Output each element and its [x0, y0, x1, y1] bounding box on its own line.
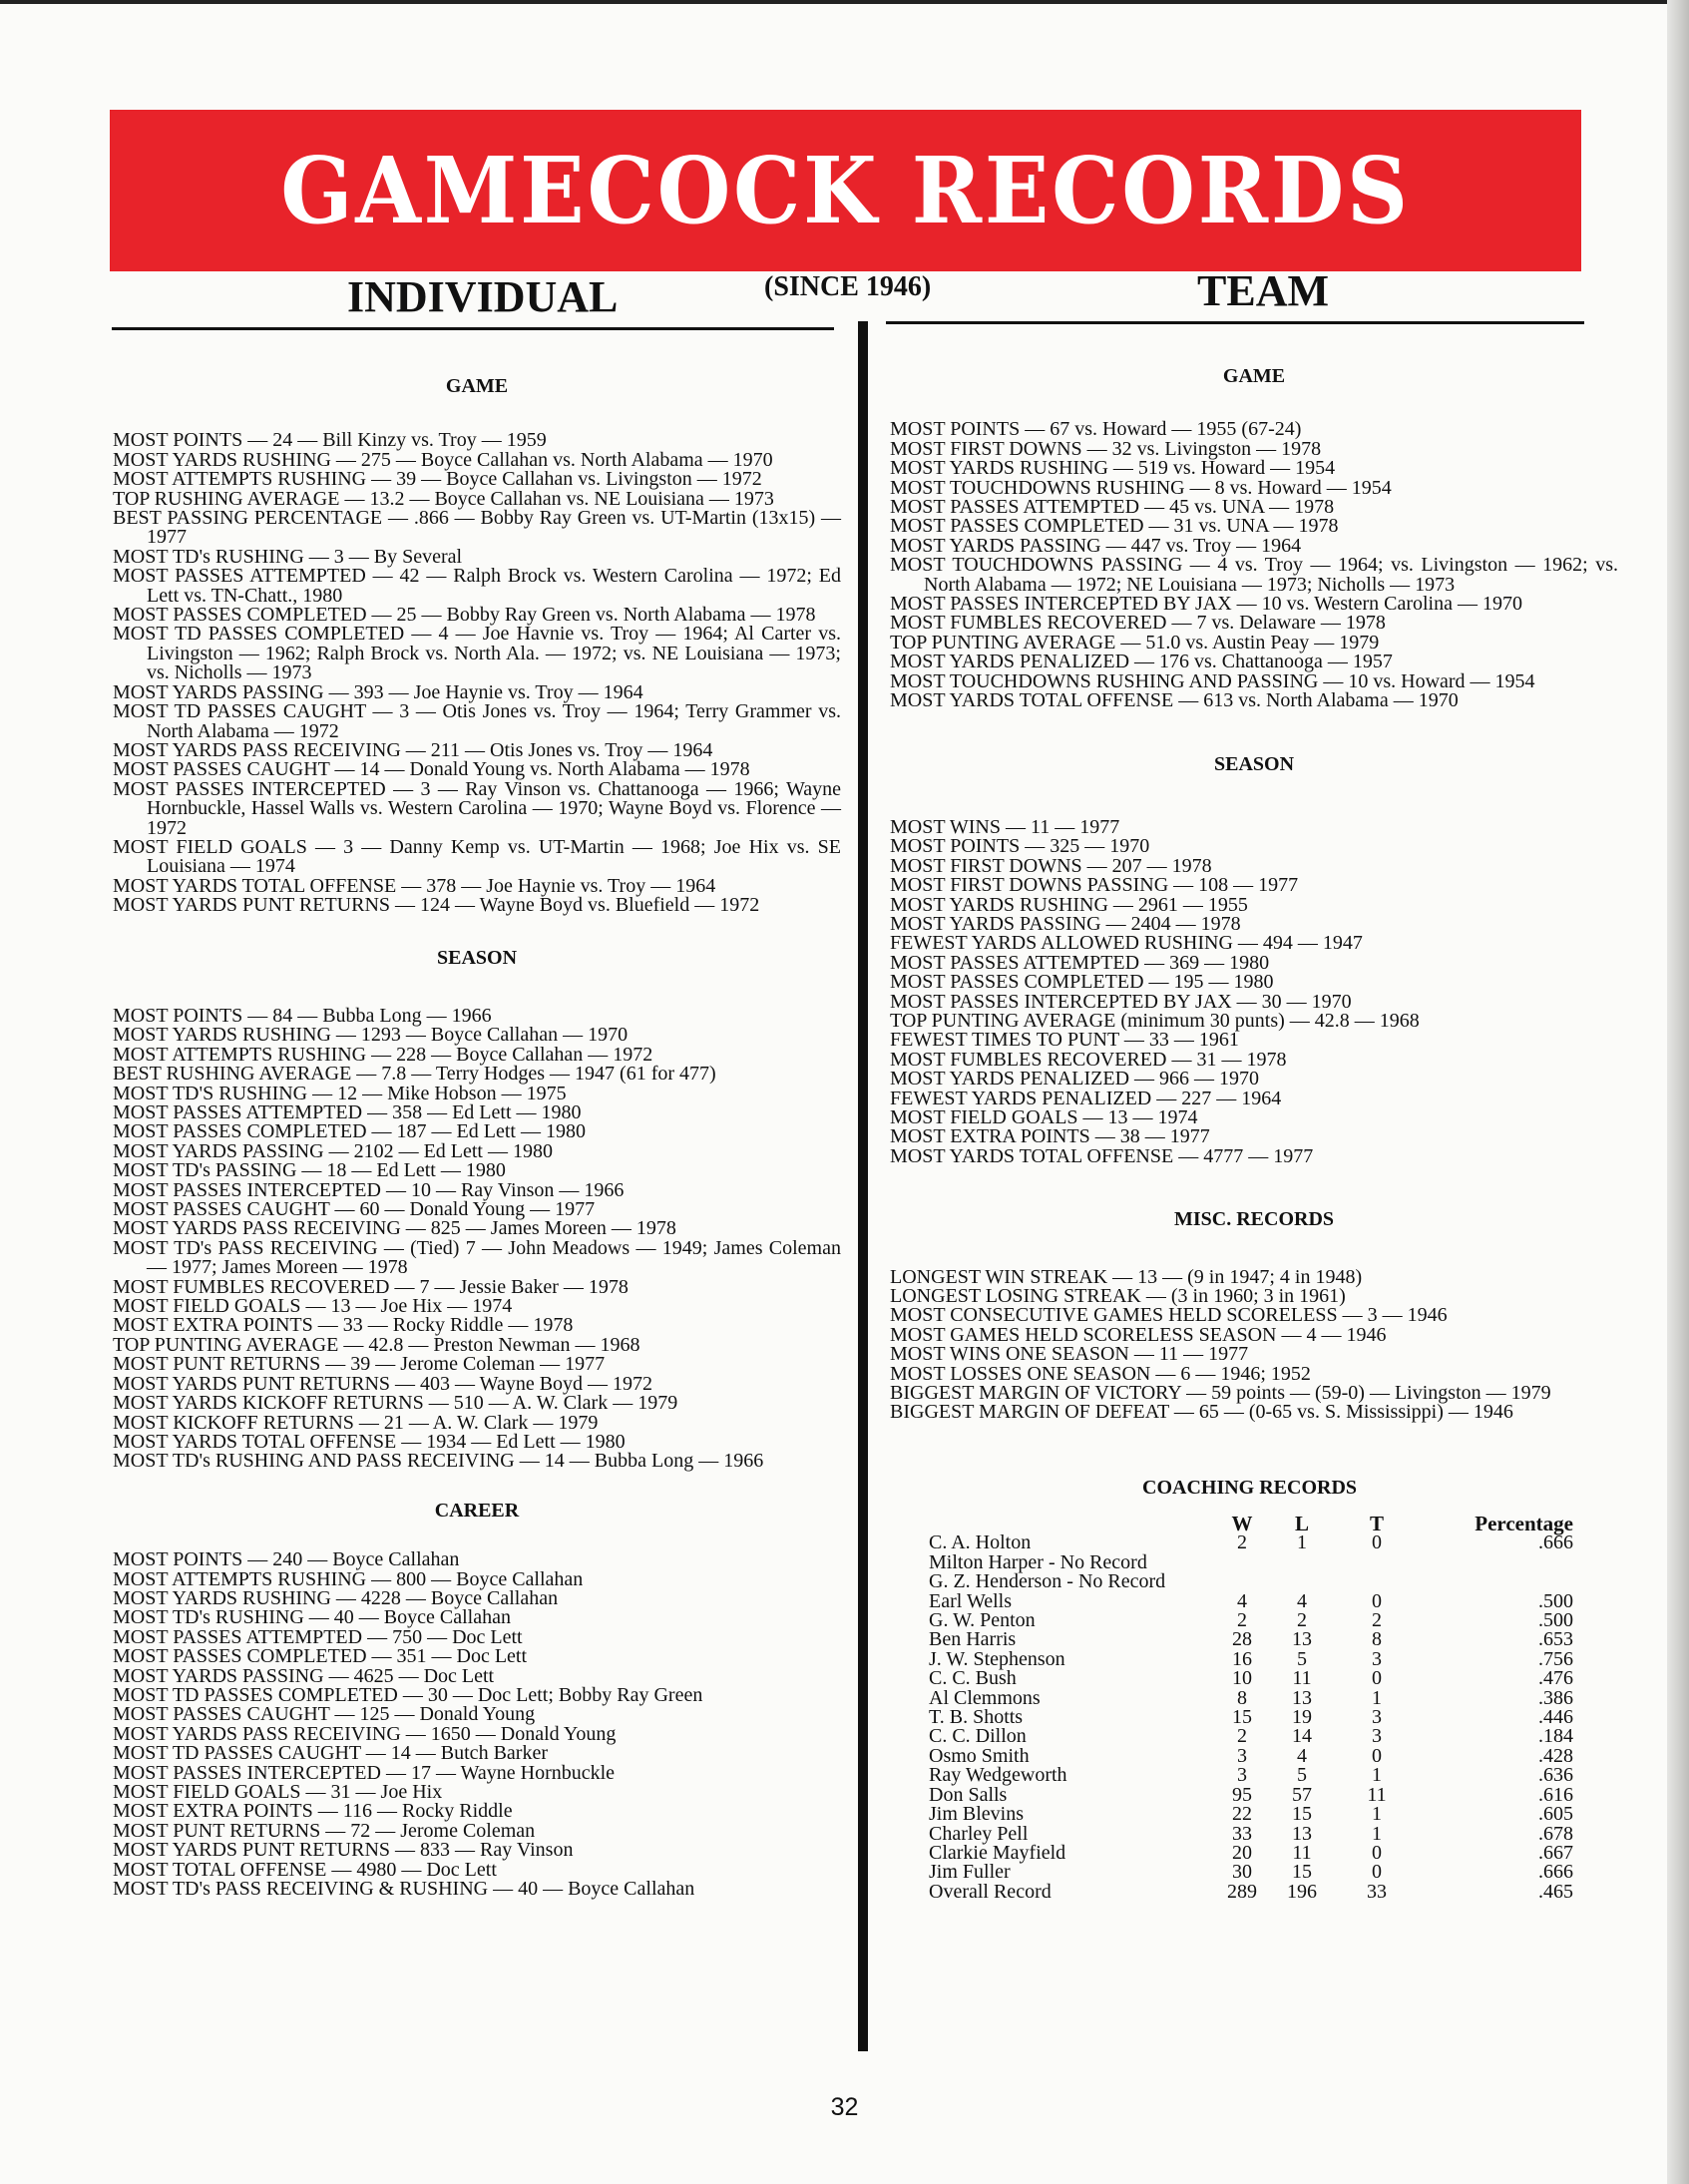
record-item: MOST YARDS PASS RECEIVING — 211 — Otis Jones vs. Troy — 1964	[113, 738, 713, 761]
coach-name: G. Z. Henderson - No Record	[929, 1570, 1166, 1593]
team-misc-records	[890, 1265, 1618, 1424]
individual-career-records	[113, 1550, 841, 1899]
coach-ties: 3	[1372, 1706, 1382, 1729]
record-item: MOST PASSES INTERCEPTED — 17 — Wayne Hornbuckle	[113, 1761, 616, 1784]
page-title: GAMECOCK RECORDS	[280, 137, 1411, 244]
coach-losses: 2	[1297, 1609, 1307, 1632]
record-item: BIGGEST MARGIN OF DEFEAT — 65 — (0-65 vs. S. Mississippi) — 1946	[890, 1401, 1513, 1424]
coach-ties: 8	[1372, 1628, 1382, 1651]
coach-name: Ray Wedgeworth	[929, 1764, 1067, 1787]
record-item: MOST WINS — 11 — 1977	[890, 815, 1120, 838]
record-item: MOST TD's PASS RECEIVING — (Tied) 7 — John Meadows — 1949; James Coleman — 1977; James Moreen — 1978	[113, 1236, 841, 1279]
record-item: MOST TD's RUSHING AND PASS RECEIVING — 14 — Bubba Long — 1966	[113, 1450, 764, 1473]
record-item: MOST YARDS RUSHING — 4228 — Boyce Callahan	[113, 1586, 559, 1609]
individual-game-records	[113, 431, 841, 915]
record-item: MOST TOTAL OFFENSE — 4980 — Doc Lett	[113, 1858, 497, 1881]
coach-ties	[1338, 1572, 1416, 1591]
coach-percentage: .678	[1538, 1822, 1573, 1845]
record-item: MOST PASSES INTERCEPTED BY JAX — 10 vs. Western Carolina — 1970	[890, 593, 1522, 616]
team-season-heading: SEASON	[1213, 752, 1295, 775]
record-item: TOP RUSHING AVERAGE — 13.2 — Boyce Callahan vs. NE Louisiana — 1973	[113, 487, 774, 510]
record-item: MOST YARDS TOTAL OFFENSE — 613 vs. North Alabama — 1970	[890, 689, 1459, 712]
record-item: MOST YARDS RUSHING — 275 — Boyce Callahan vs. North Alabama — 1970	[113, 448, 773, 471]
record-item: MOST PASSES COMPLETED — 187 — Ed Lett — 1980	[113, 1120, 586, 1143]
coaching-row	[929, 1883, 1573, 1902]
coach-losses: 13	[1292, 1686, 1312, 1709]
record-item: MOST FUMBLES RECOVERED — 31 — 1978	[890, 1048, 1287, 1071]
record-item: MOST POINTS — 84 — Bubba Long — 1966	[113, 1004, 492, 1027]
coach-percentage: .446	[1538, 1706, 1573, 1729]
coach-name: C. C. Dillon	[929, 1725, 1027, 1748]
coach-losses: 4	[1297, 1744, 1307, 1767]
coach-losses: 5	[1297, 1764, 1307, 1787]
coach-ties: 3	[1372, 1725, 1382, 1748]
coach-name: Al Clemmons	[929, 1686, 1041, 1709]
coach-name: Clarkie Mayfield	[929, 1841, 1066, 1864]
coach-ties: 0	[1372, 1531, 1382, 1554]
coach-name: J. W. Stephenson	[929, 1647, 1065, 1670]
wins-header: W	[1231, 1512, 1253, 1535]
coach-percentage	[1416, 1553, 1573, 1572]
coach-ties: 0	[1372, 1589, 1382, 1612]
coach-ties: 2	[1372, 1609, 1382, 1632]
record-item: MOST YARDS PASSING — 447 vs. Troy — 1964	[890, 534, 1302, 557]
record-item: MOST PASSES CAUGHT — 14 — Donald Young vs. North Alabama — 1978	[113, 758, 750, 781]
coaching-rows	[929, 1533, 1573, 1902]
coach-ties: 1	[1372, 1764, 1382, 1787]
coaching-row	[929, 1766, 1573, 1785]
coach-percentage: .616	[1538, 1783, 1573, 1806]
coach-losses: 5	[1297, 1647, 1307, 1670]
coach-ties	[1338, 1553, 1416, 1572]
coach-losses: 15	[1292, 1861, 1312, 1884]
record-item: MOST PASSES ATTEMPTED — 358 — Ed Lett — 1980	[113, 1101, 582, 1123]
record-item: TOP PUNTING AVERAGE — 51.0 vs. Austin Peay — 1979	[890, 631, 1380, 654]
record-item: MOST YARDS PUNT RETURNS — 403 — Wayne Boyd — 1972	[113, 1372, 653, 1395]
record-item: MOST PASSES CAUGHT — 125 — Donald Young	[113, 1703, 536, 1726]
record-item: MOST PASSES INTERCEPTED — 10 — Ray Vinson — 1966	[113, 1178, 625, 1201]
coaching-row	[929, 1727, 1573, 1746]
record-item: MOST FIRST DOWNS PASSING — 108 — 1977	[890, 874, 1299, 897]
team-column	[890, 367, 1618, 1423]
record-item: MOST ATTEMPTS RUSHING — 228 — Boyce Callahan — 1972	[113, 1043, 653, 1066]
record-item: MOST FIRST DOWNS — 32 vs. Livingston — 1978	[890, 437, 1322, 460]
coach-percentage: .184	[1538, 1725, 1573, 1748]
coach-percentage: .500	[1538, 1589, 1573, 1612]
coach-ties: 0	[1372, 1667, 1382, 1690]
record-item: MOST YARDS PASS RECEIVING — 1650 — Donald Young	[113, 1722, 617, 1745]
record-item: MOST TOUCHDOWNS RUSHING — 8 vs. Howard — 1954	[890, 476, 1392, 499]
record-item: MOST POINTS — 24 — Bill Kinzy vs. Troy — 1959	[113, 429, 547, 452]
record-item: MOST YARDS PASSING — 2404 — 1978	[890, 912, 1241, 935]
record-item: MOST POINTS — 240 — Boyce Callahan	[113, 1548, 460, 1571]
coach-name: C. C. Bush	[929, 1667, 1017, 1690]
coach-name: Jim Blevins	[929, 1803, 1025, 1826]
coach-wins: 2	[1237, 1725, 1247, 1748]
coach-wins: 95	[1232, 1783, 1252, 1806]
coaching-row	[929, 1630, 1573, 1649]
record-item: LONGEST WIN STREAK — 13 — (9 in 1947; 4 in 1948)	[890, 1265, 1363, 1288]
record-item: MOST FIELD GOALS — 3 — Danny Kemp vs. UT-Martin — 1968; Joe Hix vs. SE Louisiana — 1974	[113, 835, 841, 878]
record-item: MOST YARDS KICKOFF RETURNS — 510 — A. W. Clark — 1979	[113, 1392, 678, 1415]
individual-column	[113, 377, 841, 1899]
coach-losses: 13	[1292, 1822, 1312, 1845]
coach-name: Ben Harris	[929, 1628, 1017, 1651]
record-item: MOST YARDS PUNT RETURNS — 124 — Wayne Boyd vs. Bluefield — 1972	[113, 894, 760, 917]
coach-wins: 3	[1237, 1744, 1247, 1767]
coaching-row	[929, 1863, 1573, 1882]
coach-wins: 289	[1227, 1880, 1257, 1903]
record-item: MOST WINS ONE SEASON — 11 — 1977	[890, 1343, 1249, 1366]
team-season-records	[890, 815, 1618, 1167]
coaching-row	[929, 1825, 1573, 1844]
record-item: MOST TD's RUSHING — 40 — Boyce Callahan	[113, 1606, 511, 1629]
coach-percentage: .756	[1538, 1647, 1573, 1670]
team-rule	[886, 321, 1584, 324]
record-item: TOP PUNTING AVERAGE (minimum 30 punts) — 42.8 — 1968	[890, 1009, 1420, 1032]
record-item: MOST YARDS TOTAL OFFENSE — 378 — Joe Haynie vs. Troy — 1964	[113, 874, 716, 897]
coach-losses	[1266, 1572, 1338, 1591]
coach-percentage: .666	[1538, 1531, 1573, 1554]
record-item: MOST PASSES ATTEMPTED — 750 — Doc Lett	[113, 1625, 523, 1648]
record-item: MOST PASSES ATTEMPTED — 45 vs. UNA — 1978	[890, 496, 1335, 519]
coach-losses: 13	[1292, 1628, 1312, 1651]
column-divider	[858, 321, 868, 2051]
record-item: MOST FIRST DOWNS — 207 — 1978	[890, 854, 1212, 877]
coach-ties: 1	[1372, 1686, 1382, 1709]
coach-percentage: .428	[1538, 1744, 1573, 1767]
coach-losses: 11	[1292, 1841, 1312, 1864]
coach-wins	[1218, 1553, 1266, 1572]
coach-percentage: .666	[1538, 1861, 1573, 1884]
record-item: MOST YARDS PUNT RETURNS — 833 — Ray Vinson	[113, 1839, 574, 1862]
record-item: MOST LOSSES ONE SEASON — 6 — 1946; 1952	[890, 1362, 1311, 1385]
coach-losses: 1	[1297, 1531, 1307, 1554]
record-item: MOST TD's PASSING — 18 — Ed Lett — 1980	[113, 1159, 506, 1182]
record-item: MOST YARDS PASSING — 2102 — Ed Lett — 1980	[113, 1139, 553, 1162]
coach-losses: 19	[1292, 1706, 1312, 1729]
coach-ties: 11	[1367, 1783, 1387, 1806]
coach-percentage	[1416, 1572, 1573, 1591]
record-item: FEWEST YARDS ALLOWED RUSHING — 494 — 1947	[890, 932, 1363, 955]
coach-losses: 15	[1292, 1803, 1312, 1826]
record-item: BEST PASSING PERCENTAGE — .866 — Bobby Ray Green vs. UT-Martin (13x15) — 1977	[113, 507, 841, 549]
coaching-row	[929, 1669, 1573, 1688]
coach-losses: 11	[1292, 1667, 1312, 1690]
record-item: MOST GAMES HELD SCORELESS SEASON — 4 — 1946	[890, 1323, 1387, 1346]
record-item: MOST EXTRA POINTS — 38 — 1977	[890, 1125, 1210, 1148]
record-item: MOST FUMBLES RECOVERED — 7 — Jessie Baker — 1978	[113, 1275, 629, 1298]
coach-name: Overall Record	[929, 1880, 1052, 1903]
coach-wins: 33	[1232, 1822, 1252, 1845]
record-item: MOST EXTRA POINTS — 33 — Rocky Riddle — 1978	[113, 1314, 574, 1337]
coach-losses	[1266, 1553, 1338, 1572]
record-item: MOST YARDS TOTAL OFFENSE — 1934 — Ed Lett — 1980	[113, 1430, 626, 1453]
coach-wins: 2	[1237, 1609, 1247, 1632]
record-item: MOST PASSES COMPLETED — 31 vs. UNA — 1978	[890, 515, 1339, 538]
team-game-heading: GAME	[1222, 365, 1286, 387]
coach-percentage: .500	[1538, 1609, 1573, 1632]
record-item: TOP PUNTING AVERAGE — 42.8 — Preston Newman — 1968	[113, 1333, 640, 1356]
record-item: MOST CONSECUTIVE GAMES HELD SCORELESS — 3 — 1946	[890, 1304, 1448, 1327]
percentage-header: Percentage	[1475, 1512, 1573, 1535]
record-item: MOST ATTEMPTS RUSHING — 800 — Boyce Callahan	[113, 1567, 584, 1590]
record-item: MOST TD PASSES COMPLETED — 30 — Doc Lett; Bobby Ray Green	[113, 1683, 703, 1706]
record-item: MOST PASSES COMPLETED — 25 — Bobby Ray Green vs. North Alabama — 1978	[113, 604, 816, 627]
coach-losses: 4	[1297, 1589, 1307, 1612]
record-item: MOST YARDS PENALIZED — 176 vs. Chattanooga — 1957	[890, 651, 1393, 673]
record-item: MOST TD's RUSHING — 3 — By Several	[113, 545, 463, 568]
coach-wins: 16	[1232, 1647, 1252, 1670]
coaching-heading: COACHING RECORDS	[1142, 1477, 1358, 1499]
coach-losses: 196	[1287, 1880, 1317, 1903]
record-item: BIGGEST MARGIN OF VICTORY — 59 points — (59-0) — Livingston — 1979	[890, 1382, 1551, 1405]
coaching-row	[929, 1805, 1573, 1824]
record-item: MOST YARDS PENALIZED — 966 — 1970	[890, 1068, 1260, 1091]
record-item: MOST POINTS — 67 vs. Howard — 1955 (67-24)	[890, 418, 1302, 441]
record-item: MOST FIELD GOALS — 13 — Joe Hix — 1974	[113, 1295, 513, 1318]
coach-name: G. W. Penton	[929, 1609, 1036, 1632]
record-item: MOST PUNT RETURNS — 72 — Jerome Coleman	[113, 1819, 536, 1842]
record-item: MOST TD PASSES COMPLETED — 4 — Joe Havnie vs. Troy — 1964; Al Carter vs. Livingston — 1962; Ralph Brock vs. North Ala. — 1972; vs. NE Louisiana — 1973; vs. Nicholls — 1973	[113, 623, 841, 684]
coach-ties: 0	[1372, 1841, 1382, 1864]
coach-ties: 3	[1372, 1647, 1382, 1670]
coaching-row	[929, 1572, 1573, 1591]
record-item: MOST YARDS RUSHING — 519 vs. Howard — 1954	[890, 457, 1336, 480]
record-item: MOST FIELD GOALS — 31 — Joe Hix	[113, 1781, 443, 1803]
coach-name: T. B. Shotts	[929, 1706, 1024, 1729]
coach-wins: 8	[1237, 1686, 1247, 1709]
coach-wins	[1218, 1572, 1266, 1591]
coach-percentage: .667	[1538, 1841, 1573, 1864]
record-item: MOST PASSES ATTEMPTED — 369 — 1980	[890, 951, 1270, 974]
ties-header: T	[1369, 1512, 1384, 1535]
record-item: MOST YARDS RUSHING — 2961 — 1955	[890, 893, 1248, 916]
coach-percentage: .476	[1538, 1667, 1573, 1690]
record-item: MOST FIELD GOALS — 13 — 1974	[890, 1106, 1198, 1128]
coach-wins: 10	[1232, 1667, 1252, 1690]
individual-season-records	[113, 1004, 841, 1473]
team-game-records	[890, 420, 1618, 710]
coach-name: Milton Harper - No Record	[929, 1550, 1147, 1573]
record-item: MOST YARDS TOTAL OFFENSE — 4777 — 1977	[890, 1144, 1314, 1167]
record-item: FEWEST YARDS PENALIZED — 227 — 1964	[890, 1087, 1282, 1109]
record-item: MOST EXTRA POINTS — 116 — Rocky Riddle	[113, 1800, 513, 1823]
record-item: MOST PASSES COMPLETED — 195 — 1980	[890, 971, 1274, 994]
coach-wins: 28	[1232, 1628, 1252, 1651]
coach-wins: 4	[1237, 1589, 1247, 1612]
individual-header: INDIVIDUAL	[347, 272, 619, 321]
coach-wins: 20	[1232, 1841, 1252, 1864]
top-border	[0, 0, 1689, 4]
coach-name: Earl Wells	[929, 1589, 1012, 1612]
coach-name: Jim Fuller	[929, 1861, 1011, 1884]
coach-percentage: .605	[1538, 1803, 1573, 1826]
coach-percentage: .653	[1538, 1628, 1573, 1651]
coach-name: Charley Pell	[929, 1822, 1029, 1845]
record-item: MOST TD's PASS RECEIVING & RUSHING — 40 — Boyce Callahan	[113, 1878, 695, 1901]
coach-ties: 0	[1372, 1744, 1382, 1767]
individual-career-heading: CAREER	[434, 1499, 520, 1522]
since-header: (SINCE 1946)	[764, 271, 932, 302]
individual-rule	[112, 327, 834, 330]
record-item: MOST TD PASSES CAUGHT — 3 — Otis Jones vs. Troy — 1964; Terry Grammer vs. North Alabama — 1972	[113, 700, 841, 742]
record-item: MOST ATTEMPTS RUSHING — 39 — Boyce Callahan vs. Livingston — 1972	[113, 468, 762, 491]
losses-header: L	[1294, 1512, 1309, 1535]
record-item: MOST YARDS PASSING — 4625 — Doc Lett	[113, 1664, 495, 1687]
record-item: BEST RUSHING AVERAGE — 7.8 — Terry Hodges — 1947 (61 for 477)	[113, 1063, 716, 1086]
coaching-table	[929, 1512, 1573, 1903]
record-item: MOST PASSES COMPLETED — 351 — Doc Lett	[113, 1645, 528, 1668]
coach-wins: 3	[1237, 1764, 1247, 1787]
coach-ties: 0	[1372, 1861, 1382, 1884]
coach-ties: 1	[1372, 1803, 1382, 1826]
record-item: MOST KICKOFF RETURNS — 21 — A. W. Clark — 1979	[113, 1411, 599, 1434]
coach-name: C. A. Holton	[929, 1531, 1032, 1554]
coach-wins: 2	[1237, 1531, 1247, 1554]
record-item: MOST PASSES CAUGHT — 60 — Donald Young — 1977	[113, 1198, 596, 1221]
record-item: MOST YARDS PASS RECEIVING — 825 — James Moreen — 1978	[113, 1217, 676, 1240]
record-item: MOST YARDS RUSHING — 1293 — Boyce Callahan — 1970	[113, 1024, 629, 1047]
record-item: MOST FUMBLES RECOVERED — 7 vs. Delaware — 1978	[890, 612, 1386, 635]
coach-ties: 1	[1372, 1822, 1382, 1845]
title-banner	[110, 110, 1581, 271]
individual-season-heading: SEASON	[436, 946, 518, 969]
page-number: 32	[830, 2093, 859, 2121]
record-item: MOST PUNT RETURNS — 39 — Jerome Coleman — 1977	[113, 1353, 606, 1376]
coach-name: Don Salls	[929, 1783, 1008, 1806]
coach-percentage: .636	[1538, 1764, 1573, 1787]
coaching-row	[929, 1533, 1573, 1552]
record-item: MOST POINTS — 325 — 1970	[890, 835, 1150, 858]
coach-percentage: .386	[1538, 1686, 1573, 1709]
coach-name: Osmo Smith	[929, 1744, 1030, 1767]
record-item: MOST TD PASSES CAUGHT — 14 — Butch Barker	[113, 1742, 548, 1765]
coach-wins: 22	[1232, 1803, 1252, 1826]
coach-losses: 57	[1292, 1783, 1312, 1806]
record-item: LONGEST LOSING STREAK — (3 in 1960; 3 in 1961)	[890, 1285, 1346, 1308]
coach-losses: 14	[1292, 1725, 1312, 1748]
individual-game-heading: GAME	[445, 375, 509, 397]
record-item: MOST TOUCHDOWNS PASSING — 4 vs. Troy — 1964; vs. Livingston — 1962; vs. North Alabama — 1972; NE Louisiana — 1973; Nicholls — 1973	[890, 554, 1618, 596]
record-item: FEWEST TIMES TO PUNT — 33 — 1961	[890, 1029, 1239, 1052]
record-item: MOST YARDS PASSING — 393 — Joe Haynie vs. Troy — 1964	[113, 680, 643, 703]
team-header: TEAM	[1197, 266, 1329, 315]
coach-ties: 33	[1367, 1880, 1387, 1903]
page-edge	[1667, 0, 1689, 2184]
coach-percentage: .465	[1538, 1880, 1573, 1903]
record-item: MOST TD'S RUSHING — 12 — Mike Hobson — 1975	[113, 1082, 567, 1104]
record-item: MOST PASSES INTERCEPTED — 3 — Ray Vinson vs. Chattanooga — 1966; Wayne Hornbuckle, Hassel Walls vs. Western Carolina — 1970; Wayne Boyd vs. Florence — 1972	[113, 777, 841, 839]
team-misc-heading: MISC. RECORDS	[1173, 1208, 1335, 1231]
record-item: MOST PASSES INTERCEPTED BY JAX — 30 — 1970	[890, 990, 1352, 1013]
record-item: MOST PASSES ATTEMPTED — 42 — Ralph Brock vs. Western Carolina — 1972; Ed Lett vs. TN-Chatt., 1980	[113, 565, 841, 607]
coach-wins: 15	[1232, 1706, 1252, 1729]
coach-wins: 30	[1232, 1861, 1252, 1884]
record-item: MOST TOUCHDOWNS RUSHING AND PASSING — 10 vs. Howard — 1954	[890, 669, 1535, 692]
